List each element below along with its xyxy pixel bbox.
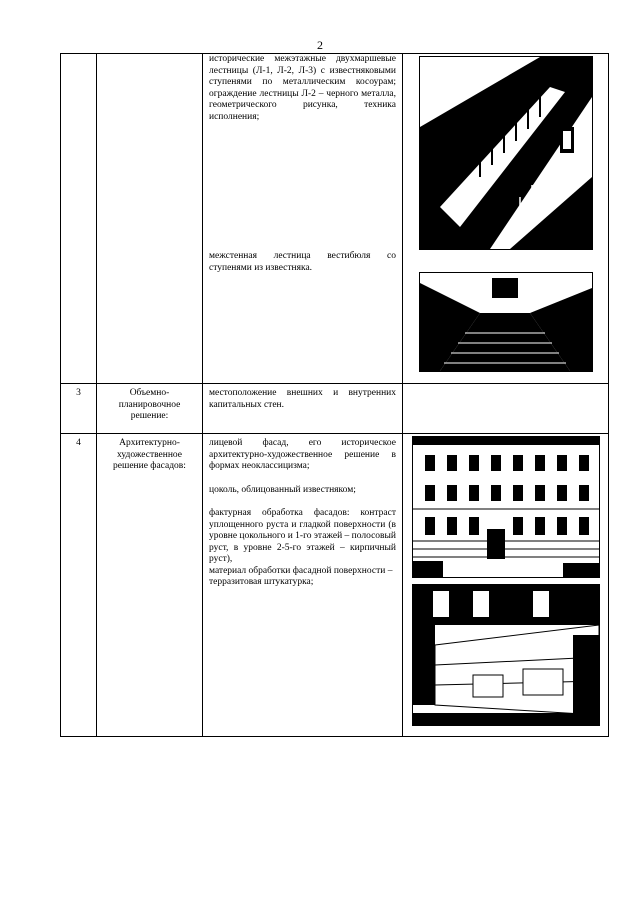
row-number: 3: [61, 384, 97, 434]
facade-material-text: материал обработки фасадной поверхности – терразитовая штукатурка;: [209, 565, 393, 587]
staircase-railing-photo: [419, 56, 593, 250]
row-description: [203, 384, 403, 434]
staircases-text: исторические межэтажные двухмаршевые лестницы (Л-1, Л-2, Л-3) с известняковыми ступенями по металлическим косоурам; ограждение лестницы Л-2 – черного металла, геометрического рисунка, техника исполнения;: [209, 54, 396, 122]
page-number: 2: [317, 38, 323, 52]
row-number: [61, 54, 97, 384]
vestibule-staircase-text: межстенная лестница вестибюля со ступенями из известняка.: [209, 251, 396, 273]
vestibule-staircase-photo: [419, 272, 593, 372]
row-photos: [403, 434, 609, 737]
protected-features-table: [60, 53, 609, 737]
row-name: Архитектурно-художественное решение фасадов:: [97, 434, 203, 737]
row-photos-empty: [403, 384, 609, 434]
row-photos: [403, 54, 609, 384]
table-row-staircases: [61, 54, 609, 384]
plinth-photo: [412, 584, 600, 726]
row-name: Объемно-планировочное решение:: [97, 384, 203, 434]
facade-texture-text: фактурная обработка фасадов: контраст уплощенного руста и гладкой поверхности (в уровне цокольного и 1-го этажей – полосовый руст, в уровне 2-5-го этажей – кирпичный руст),: [209, 508, 397, 564]
row-description: [203, 54, 403, 384]
walls-text: местоположение внешних и внутренних капитальных стен.: [209, 388, 396, 410]
main-facade-text: лицевой фасад, его историческое архитектурно-художественное решение в формах неоклассицизма;: [209, 438, 396, 471]
table-row-facades: [61, 434, 609, 737]
plinth-text: цоколь, облицованный известняком;: [209, 484, 356, 495]
row-description: [203, 434, 403, 737]
row-name: [97, 54, 203, 384]
table-row-space-planning: [61, 384, 609, 434]
facade-photo: [412, 436, 600, 578]
row-number: 4: [61, 434, 97, 737]
